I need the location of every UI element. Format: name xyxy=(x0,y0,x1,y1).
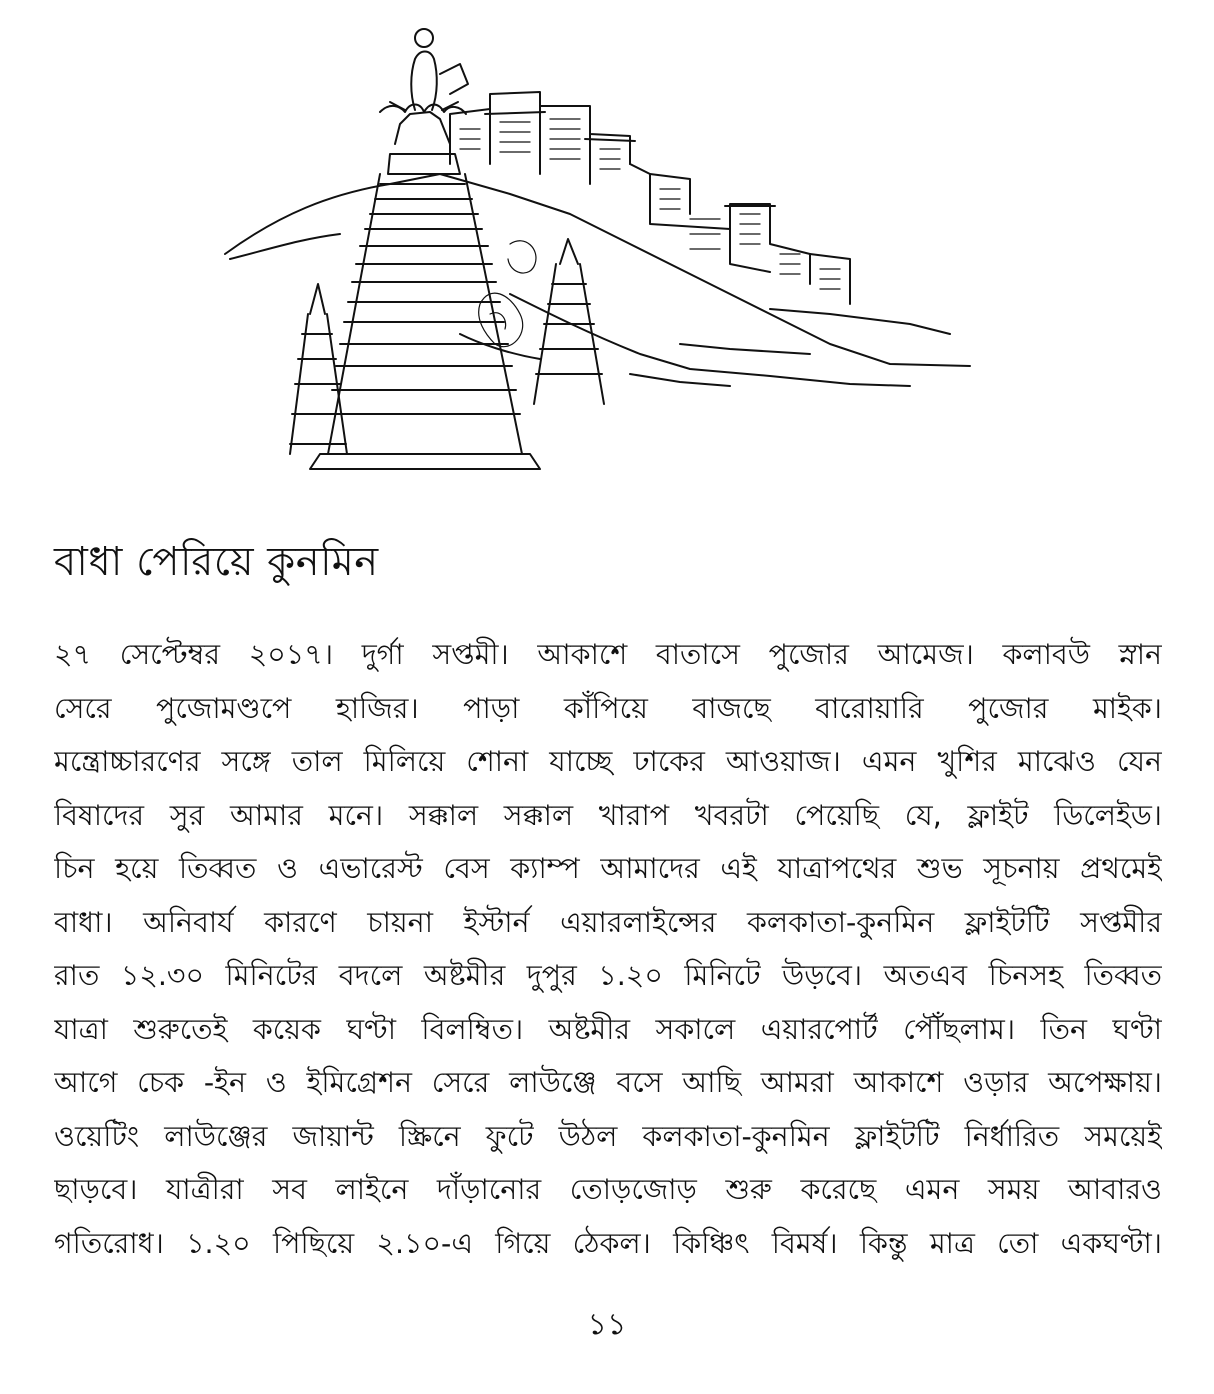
body-line: চিন হয়ে তিব্বত ও এভারেস্ট বেস ক্যাম্প আমাদের এই যাত্রাপথের শুভ সূচনায় প্রথমেই xyxy=(54,852,1162,885)
palace-illustration xyxy=(210,14,1000,484)
body-line: গতিরোধ। ১.২০ পিছিয়ে ২.১০-এ গিয়ে ঠেকল। কিঞ্চিৎ বিমর্ষ। কিন্তু মাত্র তো একঘণ্টা। xyxy=(54,1226,1162,1260)
body-line: রাত ১২.৩০ মিনিটের বদলে অষ্টমীর দুপুর ১.২০ মিনিটে উড়বে। অতএব চিনসহ তিব্বত xyxy=(54,959,1162,992)
body-line: ওয়েটিং লাউঞ্জের জায়ান্ট স্ক্রিনে ফুটে উঠল কলকাতা-কুনমিন ফ্লাইটটি নির্ধারিত সময়েই xyxy=(54,1119,1162,1153)
body-line: ২৭ সেপ্টেম্বর ২০১৭। দুর্গা সপ্তমী। আকাশে বাতাসে পুজোর আমেজ। কলাবউ স্নান xyxy=(54,638,1162,671)
page-number: ১১ xyxy=(587,1307,627,1342)
body-text xyxy=(54,628,1162,1270)
palace-sketch-icon xyxy=(210,14,1000,484)
body-line: মন্ত্রোচ্চারণের সঙ্গে তাল মিলিয়ে শোনা যাচ্ছে ঢাকের আওয়াজ। এমন খুশির মাঝেও যেন xyxy=(54,745,1162,778)
body-line: বাধা। অনিবার্য কারণে চায়না ইস্টার্ন এয়ারলাইন্সের কলকাতা-কুনমিন ফ্লাইটটি সপ্তমীর xyxy=(54,905,1162,939)
body-line: ছাড়বে। যাত্রীরা সব লাইনে দাঁড়ানোর তোড়জোড় শুরু করেছে এমন সময় আবারও xyxy=(54,1173,1162,1206)
body-line: যাত্রা শুরুতেই কয়েক ঘণ্টা বিলম্বিত। অষ্টমীর সকালে এয়ারপোর্ট পৌঁছলাম। তিন ঘণ্টা xyxy=(54,1012,1162,1046)
chapter-title: বাধা পেরিয়ে কুনমিন xyxy=(54,539,379,585)
body-line: আগে চেক -ইন ও ইমিগ্রেশন সেরে লাউঞ্জে বসে আছি আমরা আকাশে ওড়ার অপেক্ষায়। xyxy=(54,1066,1162,1099)
body-line: বিষাদের সুর আমার মনে। সক্কাল সক্কাল খারাপ খবরটা পেয়েছি যে, ফ্লাইট ডিলেইড। xyxy=(54,798,1162,832)
body-line: সেরে পুজোমণ্ডপে হাজির। পাড়া কাঁপিয়ে বাজছে বারোয়ারি পুজোর মাইক। xyxy=(54,691,1162,725)
